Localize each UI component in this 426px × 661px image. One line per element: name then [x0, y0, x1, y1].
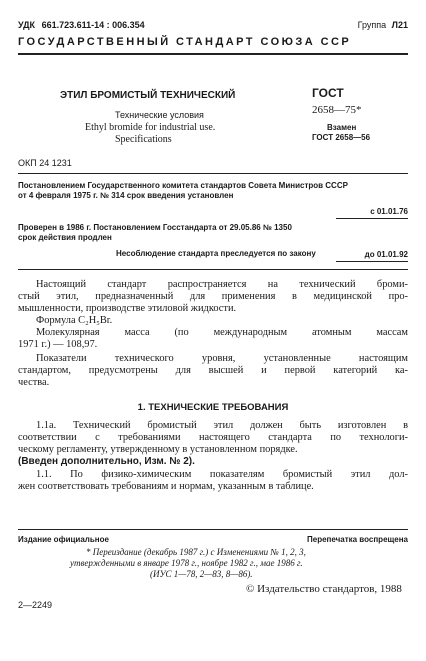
section-heading: 1. ТЕХНИЧЕСКИЕ ТРЕБОВАНИЯ [137, 402, 289, 413]
reissue-line-1: * Переиздание (декабрь 1987 г.) с Изменениями № 1, 2, 3, [86, 547, 306, 557]
gost-label: ГОСТ [312, 86, 344, 100]
standard-banner: ГОСУДАРСТВЕННЫЙ СТАНДАРТ СОЮЗА ССР [18, 36, 352, 48]
decree-date-from: с 01.01.76 [370, 207, 408, 216]
clause-1-1a [18, 420, 408, 468]
decree-line-1: Постановлением Государственного комитета стандартов Совета Министров СССР [18, 181, 348, 190]
intro-line: стый этил, предназначенный для применения в медицинской про- [18, 291, 408, 302]
official-edition: Издание официальное [18, 535, 109, 544]
clause-1-1 [18, 469, 408, 493]
clause-line: соответствии с требованиями настоящего стандарта по технологи- [18, 432, 408, 443]
footer-rule [18, 529, 408, 530]
tech-level-line: Показатели технического уровня, установленные настоящим [36, 353, 408, 364]
group-label: Группа [357, 20, 387, 30]
intro-paragraph [18, 279, 408, 315]
udk-line [18, 20, 145, 31]
okp-rule [18, 173, 408, 174]
banner-rule [18, 53, 408, 55]
clause-line: 1.1а. Технический бромистый этил должен быть изготовлен в [36, 420, 408, 431]
gost-number: 2658—75* [312, 104, 362, 116]
subtitle-ru: Технические условия [115, 110, 204, 120]
formula-prefix: Формула [36, 315, 76, 326]
decree-date-until: до 01.01.92 [364, 250, 408, 259]
clause-line: 1.1. По физико-химическим показателям бромистый этил дол- [36, 469, 408, 480]
molar-mass-line-2: 1971 г.) — 108,97. [18, 339, 98, 350]
tech-level-line: чества. [18, 377, 50, 388]
clause-line: ческому регламенту, утвержденному в установленном порядке. [18, 444, 298, 455]
replaces-value: ГОСТ 2658—56 [312, 133, 371, 142]
title-ru: ЭТИЛ БРОМИСТЫЙ ТЕХНИЧЕСКИЙ [60, 90, 236, 101]
check-line-1: Проверен в 1986 г. Постановлением Госстандарта от 29.05.86 № 1350 [18, 223, 292, 232]
check-line-2: срок действия продлен [18, 233, 112, 242]
tech-level-paragraph [18, 353, 408, 389]
tech-level-line: стандартом, предусмотрены для высшей и первой категорий ка- [18, 365, 408, 376]
formula-value: C₂H₅Br. [78, 315, 113, 326]
formula-line [36, 315, 408, 327]
penalty-note: Несоблюдение стандарта преследуется по закону [116, 249, 316, 258]
okp-code: ОКП 24 1231 [18, 158, 72, 168]
udk-label: УДК [18, 20, 36, 30]
decree-rule [18, 269, 408, 270]
molar-mass-line-1: Молекулярная масса (по международным атомным массам [36, 327, 408, 338]
group-value: Л21 [391, 20, 408, 30]
decree-line-2: от 4 февраля 1975 г. № 314 срок введения установлен [18, 191, 234, 200]
reprint-prohibited: Перепечатка воспрещена [307, 535, 408, 544]
date-rule-2 [336, 261, 408, 262]
group-line [358, 20, 408, 31]
title-en-1: Ethyl bromide for industrial use. [85, 122, 216, 133]
molar-mass-paragraph [18, 327, 408, 351]
replaces-label: Взамен [327, 123, 357, 132]
reissue-line-3: (ИУС 1—78, 2—83, 8—86). [150, 569, 253, 579]
title-en-2: Specifications [115, 134, 172, 145]
reissue-line-2: утвержденными в январе 1978 г., ноябре 1982 г., мае 1986 г. [70, 558, 303, 568]
intro-line: мышленности, производстве этиловой жидкости. [18, 303, 237, 314]
udk-value: 661.723.611-14 : 006.354 [41, 20, 145, 30]
page-code: 2—2249 [18, 600, 53, 610]
date-rule-1 [336, 218, 408, 219]
added-note: (Введен дополнительно, Изм. № 2). [18, 456, 195, 467]
copyright-notice: © Издательство стандартов, 1988 [246, 583, 402, 595]
clause-line: жен соответствовать требованиям и нормам, указанным в таблице. [18, 481, 314, 492]
intro-line: Настоящий стандарт распространяется на технический броми- [36, 279, 408, 290]
